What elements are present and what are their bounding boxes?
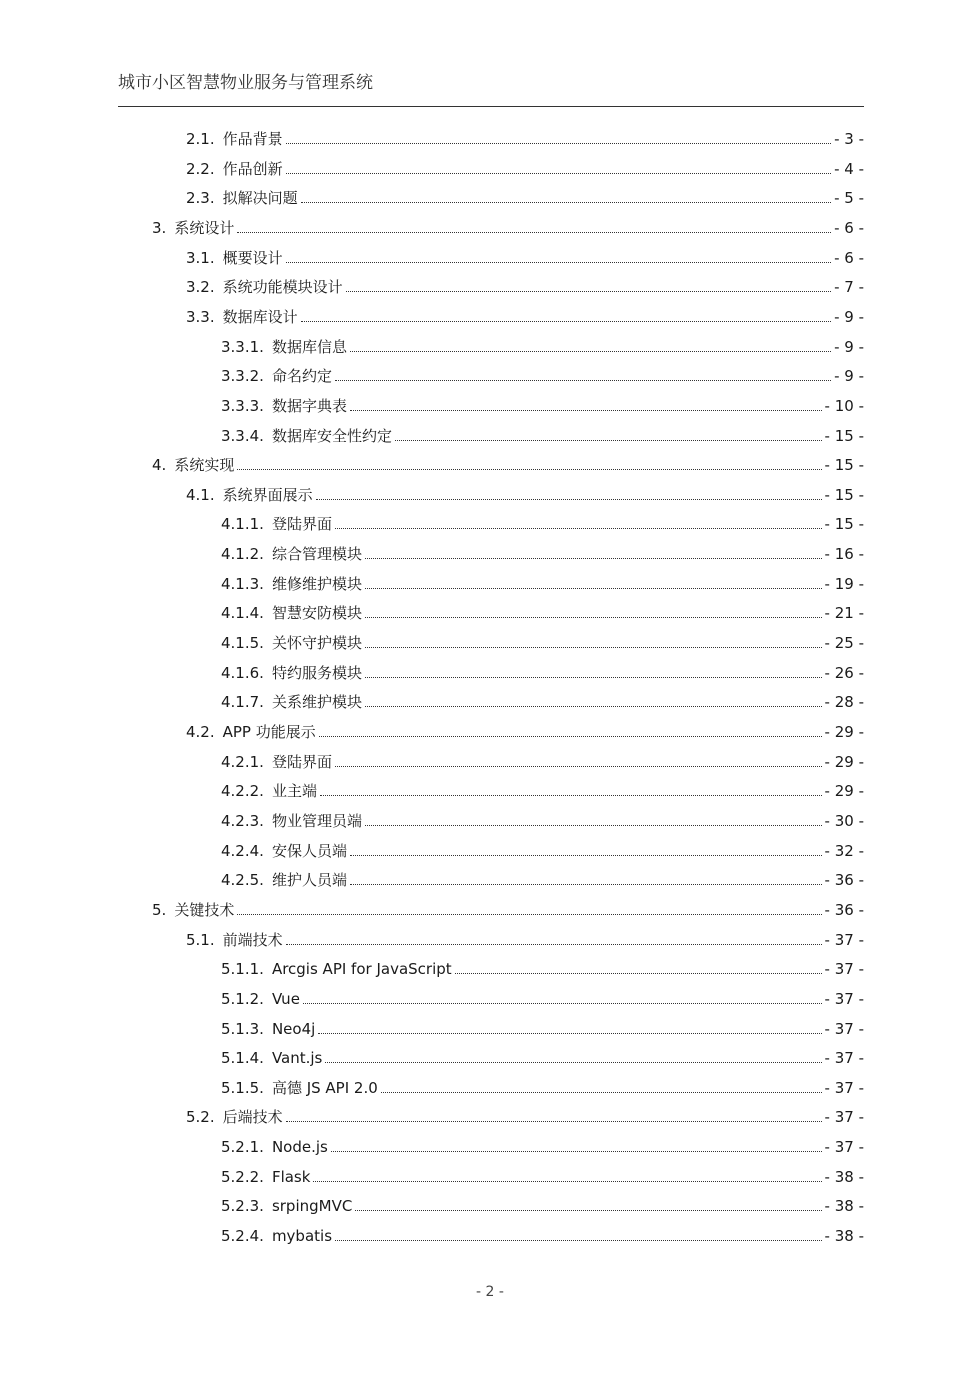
toc-entry-label: [221, 1047, 322, 1069]
toc-entry-page: - 15 -: [824, 426, 864, 445]
toc-entry[interactable]: [221, 624, 864, 654]
toc-entry-label: [221, 958, 452, 980]
toc-entry[interactable]: [221, 565, 864, 595]
toc-entry-number: 5.1.5.: [221, 1078, 264, 1097]
toc-entry-page: - 38 -: [824, 1167, 864, 1186]
toc-entry-number: 3.3.3.: [221, 396, 264, 415]
toc-entry[interactable]: [221, 505, 864, 535]
toc-dot-leader: [319, 735, 822, 737]
toc-dot-leader: [286, 142, 831, 144]
toc-entry-title: Vant.js: [271, 1049, 323, 1068]
toc-entry-page: - 4 -: [834, 159, 864, 178]
toc-entry-title: 前端技术: [222, 930, 283, 949]
toc-entry-page: - 37 -: [824, 989, 864, 1008]
toc-dot-leader: [350, 409, 822, 411]
toc-entry[interactable]: [221, 328, 864, 358]
toc-entry-label: [186, 247, 283, 269]
toc-entry-label: [221, 1018, 315, 1040]
toc-entry[interactable]: [186, 298, 864, 328]
toc-entry[interactable]: [152, 446, 864, 476]
toc-entry-page: - 28 -: [824, 693, 864, 712]
toc-entry-number: 4.1.: [186, 485, 215, 504]
toc-entry-label: [221, 1166, 310, 1188]
toc-entry-label: [221, 662, 362, 684]
toc-entry[interactable]: [221, 535, 864, 565]
toc-dot-leader: [286, 261, 831, 263]
toc-entry-number: 5.1.3.: [221, 1019, 264, 1038]
toc-dot-leader: [316, 498, 822, 500]
toc-entry-label: [221, 632, 362, 654]
toc-entry-title: 数据库设计: [222, 307, 298, 326]
toc-entry-page: - 37 -: [824, 1078, 864, 1097]
toc-entry[interactable]: [221, 832, 864, 862]
toc-entry-title: 系统功能模块设计: [222, 278, 343, 297]
toc-dot-leader: [335, 379, 831, 381]
toc-entry-title: 维护人员端: [271, 871, 347, 890]
toc-entry-label: [152, 899, 234, 921]
toc-entry-page: - 26 -: [824, 663, 864, 682]
toc-entry-title: Neo4j: [271, 1019, 316, 1038]
toc-entry-page: - 32 -: [824, 841, 864, 860]
toc-entry-title: 拟解决问题: [222, 189, 298, 208]
toc-entry-title: 关系维护模块: [271, 693, 362, 712]
toc-entry[interactable]: [221, 357, 864, 387]
toc-entry-number: 3.3.: [186, 307, 215, 326]
toc-dot-leader: [365, 705, 822, 707]
toc-entry-number: 5.2.1.: [221, 1138, 264, 1157]
toc-entry[interactable]: [221, 1128, 864, 1158]
toc-dot-leader: [355, 1209, 821, 1211]
toc-dot-leader: [335, 765, 822, 767]
toc-entry-number: 2.1.: [186, 130, 215, 148]
toc-dot-leader: [303, 1002, 822, 1004]
toc-entry-page: - 15 -: [824, 456, 864, 475]
toc-dot-leader: [331, 1150, 822, 1152]
toc-entry-number: 5.2.: [186, 1108, 215, 1127]
toc-entry-number: 2.2.: [186, 159, 215, 178]
toc-entry-page: - 21 -: [824, 604, 864, 623]
toc-dot-leader: [365, 824, 822, 826]
toc-entry-number: 3.3.1.: [221, 337, 264, 356]
toc-entry-page: - 36 -: [824, 871, 864, 890]
toc-entry-page: - 25 -: [824, 634, 864, 653]
toc-dot-leader: [350, 883, 822, 885]
toc-entry-number: 5.2.4.: [221, 1227, 264, 1246]
toc-dot-leader: [365, 557, 822, 559]
toc-entry-label: [186, 276, 343, 298]
toc-entry[interactable]: [221, 654, 864, 684]
toc-dot-leader: [335, 527, 822, 529]
toc-entry-title: 系统实现: [174, 456, 235, 475]
toc-entry-label: [186, 306, 298, 328]
toc-entry[interactable]: [221, 387, 864, 417]
toc-entry-title: 综合管理模块: [271, 545, 362, 564]
toc-entry-page: - 9 -: [834, 337, 864, 356]
toc-entry-title: 作品创新: [222, 159, 283, 178]
toc-entry-number: 4.1.6.: [221, 663, 264, 682]
toc-entry-title: 特约服务模块: [271, 663, 362, 682]
toc-entry[interactable]: [186, 150, 864, 180]
toc-entry-label: [221, 869, 347, 891]
toc-entry-title: 后端技术: [222, 1108, 283, 1127]
running-header: [118, 70, 864, 107]
toc-entry-number: 3.2.: [186, 278, 215, 297]
toc-entry-label: [221, 988, 300, 1010]
toc-entry-label: [221, 691, 362, 713]
toc-dot-leader: [237, 913, 821, 915]
toc-entry-page: - 29 -: [824, 723, 864, 741]
toc-dot-leader: [237, 231, 831, 233]
toc-entry-number: 5.1.2.: [221, 989, 264, 1008]
toc-entry-page: - 19 -: [824, 574, 864, 593]
toc-dot-leader: [365, 676, 822, 678]
toc-dot-leader: [301, 320, 831, 322]
toc-entry-page: - 37 -: [824, 960, 864, 979]
toc-entry-page: - 15 -: [824, 515, 864, 534]
toc-entry-number: 4.2.5.: [221, 871, 264, 890]
toc-dot-leader: [350, 854, 822, 856]
toc-entry-page: - 15 -: [824, 485, 864, 504]
toc-entry-label: [221, 810, 362, 832]
toc-entry-title: Arcgis API for JavaScript: [271, 960, 452, 979]
toc-entry-page: - 29 -: [824, 782, 864, 801]
toc-entry-number: 5.2.3.: [221, 1197, 264, 1216]
toc-entry-title: 数据库信息: [271, 337, 347, 356]
toc-entry-label: [221, 840, 347, 862]
toc-entry[interactable]: [152, 891, 864, 921]
toc-entry-page: - 37 -: [824, 1019, 864, 1038]
toc-entry-label: [221, 513, 332, 535]
toc-entry-number: 5.2.2.: [221, 1167, 264, 1186]
toc-entry-label: [186, 187, 298, 209]
document-title: 城市小区智慧物业服务与管理系统: [118, 73, 373, 93]
toc-entry[interactable]: [186, 179, 864, 209]
toc-entry-title: 安保人员端: [271, 841, 347, 860]
toc-entry-label: [186, 929, 283, 951]
toc-entry-title: 高德 JS API 2.0: [271, 1078, 378, 1097]
toc-entry-label: [221, 425, 392, 447]
toc-entry[interactable]: [221, 683, 864, 713]
toc-entry-number: 4.2.3.: [221, 811, 264, 830]
toc-entry[interactable]: [186, 921, 864, 951]
toc-dot-leader: [395, 439, 822, 441]
toc-entry-label: [221, 365, 332, 387]
toc-entry[interactable]: [221, 1158, 864, 1188]
toc-entry-label: [221, 1195, 352, 1217]
toc-dot-leader: [350, 350, 831, 352]
toc-entry[interactable]: [221, 1039, 864, 1069]
toc-entry-number: 4.1.2.: [221, 545, 264, 564]
toc-entry-title: Vue: [271, 989, 300, 1008]
toc-entry[interactable]: [186, 476, 864, 506]
toc-entry-page: - 6 -: [834, 218, 864, 237]
toc-entry-number: 4.2.: [186, 723, 215, 741]
toc-entry-label: [186, 721, 316, 743]
toc-dot-leader: [286, 943, 822, 945]
toc-dot-leader: [320, 794, 822, 796]
toc-entry[interactable]: [221, 594, 864, 624]
toc-entry[interactable]: [186, 713, 864, 743]
toc-entry-page: - 5 -: [834, 189, 864, 208]
toc-entry[interactable]: [221, 980, 864, 1010]
toc-entry-page: - 6 -: [834, 248, 864, 267]
toc-entry-title: 物业管理员端: [271, 811, 362, 830]
toc-entry[interactable]: [221, 743, 864, 773]
toc-entry-title: 数据库安全性约定: [271, 426, 392, 445]
toc-entry-title: 概要设计: [222, 248, 283, 267]
toc-entry-number: 5.1.4.: [221, 1049, 264, 1068]
toc-dot-leader: [318, 1032, 821, 1034]
toc-entry-number: 4.1.7.: [221, 693, 264, 712]
toc-entry-title: 系统设计: [174, 218, 235, 237]
toc-entry-page: - 16 -: [824, 545, 864, 564]
toc-entry-number: 3.3.4.: [221, 426, 264, 445]
toc-entry[interactable]: [186, 1098, 864, 1128]
toc-dot-leader: [301, 201, 831, 203]
toc-entry-title: 关键技术: [174, 900, 235, 919]
toc-entry-title: 命名约定: [271, 367, 332, 386]
toc-dot-leader: [335, 1239, 822, 1241]
toc-entry-label: [186, 1106, 283, 1128]
toc-entry-title: 业主端: [271, 782, 317, 801]
toc-entry[interactable]: [221, 1187, 864, 1217]
toc-entry[interactable]: [186, 268, 864, 298]
toc-entry[interactable]: [186, 120, 864, 150]
toc-entry-title: 关怀守护模块: [271, 634, 362, 653]
toc-entry-page: - 37 -: [824, 1049, 864, 1068]
toc-entry-label: [152, 454, 234, 476]
toc-entry-number: 3.1.: [186, 248, 215, 267]
toc-entry-page: - 37 -: [824, 930, 864, 949]
toc-entry-label: [221, 336, 347, 358]
toc-entry-number: 4.1.1.: [221, 515, 264, 534]
toc-dot-leader: [365, 616, 822, 618]
toc-entry-label: [152, 217, 234, 239]
toc-dot-leader: [286, 1120, 822, 1122]
toc-entry-title: 系统界面展示: [222, 485, 313, 504]
page-number: - 2 -: [476, 1284, 504, 1300]
toc-dot-leader: [325, 1061, 821, 1063]
toc-entry-page: - 30 -: [824, 811, 864, 830]
toc-entry[interactable]: [152, 209, 864, 239]
toc-dot-leader: [365, 646, 822, 648]
toc-entry-number: 4.1.4.: [221, 604, 264, 623]
toc-entry-title: Flask: [271, 1167, 311, 1186]
toc-entry-page: - 10 -: [824, 396, 864, 415]
toc-entry-title: 数据字典表: [271, 396, 347, 415]
toc-entry-label: [221, 751, 332, 773]
toc-entry-page: - 9 -: [834, 307, 864, 326]
toc-entry-page: - 9 -: [834, 367, 864, 386]
toc-entry[interactable]: [221, 861, 864, 891]
toc-entry-title: 维修维护模块: [271, 574, 362, 593]
toc-entry-title: 登陆界面: [271, 752, 332, 771]
toc-entry-label: [221, 780, 317, 802]
toc-entry-number: 3.: [152, 218, 167, 237]
toc-entry-page: - 37 -: [824, 1108, 864, 1127]
toc-entry-number: 4.2.4.: [221, 841, 264, 860]
toc-entry-title: 作品背景: [222, 130, 283, 148]
toc-entry-page: - 3 -: [834, 130, 864, 148]
toc-entry[interactable]: [221, 950, 864, 980]
toc-entry-label: [221, 573, 362, 595]
toc-entry-label: [221, 1136, 328, 1158]
toc-entry[interactable]: [221, 802, 864, 832]
toc-entry[interactable]: [221, 1217, 864, 1247]
toc-entry[interactable]: [221, 772, 864, 802]
toc-entry-label: [186, 484, 313, 506]
toc-entry[interactable]: [221, 1069, 864, 1099]
toc-entry-title: srpingMVC: [271, 1197, 353, 1216]
toc-entry-number: 4.: [152, 456, 167, 475]
toc-entry-number: 3.3.2.: [221, 367, 264, 386]
toc-entry-title: Node.js: [271, 1138, 328, 1157]
toc-entry-title: 智慧安防模块: [271, 604, 362, 623]
toc-entry-label: [186, 158, 283, 180]
toc-dot-leader: [237, 468, 821, 470]
toc-entry-label: [221, 543, 362, 565]
toc-entry-number: 4.2.2.: [221, 782, 264, 801]
toc-entry-number: 5.1.: [186, 930, 215, 949]
toc-dot-leader: [365, 587, 822, 589]
toc-entry-number: 5.1.1.: [221, 960, 264, 979]
toc-entry-label: [221, 1077, 378, 1099]
toc-entry[interactable]: [186, 239, 864, 269]
toc-entry-label: [186, 128, 283, 150]
toc-entry-label: [221, 1225, 332, 1247]
toc-entry-page: - 37 -: [824, 1138, 864, 1157]
toc-entry-page: - 7 -: [834, 278, 864, 297]
toc-entry-page: - 38 -: [824, 1227, 864, 1246]
toc-entry[interactable]: [221, 417, 864, 447]
toc-dot-leader: [286, 172, 831, 174]
toc-entry-page: - 29 -: [824, 752, 864, 771]
toc-dot-leader: [313, 1180, 821, 1182]
toc-entry-label: [221, 395, 347, 417]
toc-entry[interactable]: [221, 1010, 864, 1040]
toc-entry-number: 4.2.1.: [221, 752, 264, 771]
toc-dot-leader: [346, 290, 831, 292]
toc-entry-number: 4.1.3.: [221, 574, 264, 593]
toc-entry-number: 4.1.5.: [221, 634, 264, 653]
toc-entry-title: APP 功能展示: [222, 723, 316, 741]
toc-entry-page: - 36 -: [824, 900, 864, 919]
toc-entry-number: 5.: [152, 900, 167, 919]
toc-entry-number: 2.3.: [186, 189, 215, 208]
toc-entry-label: [221, 602, 362, 624]
toc-entry-title: 登陆界面: [271, 515, 332, 534]
toc-entry-page: - 38 -: [824, 1197, 864, 1216]
toc-dot-leader: [455, 972, 822, 974]
toc-dot-leader: [381, 1091, 822, 1093]
toc-entry-title: mybatis: [271, 1227, 333, 1246]
